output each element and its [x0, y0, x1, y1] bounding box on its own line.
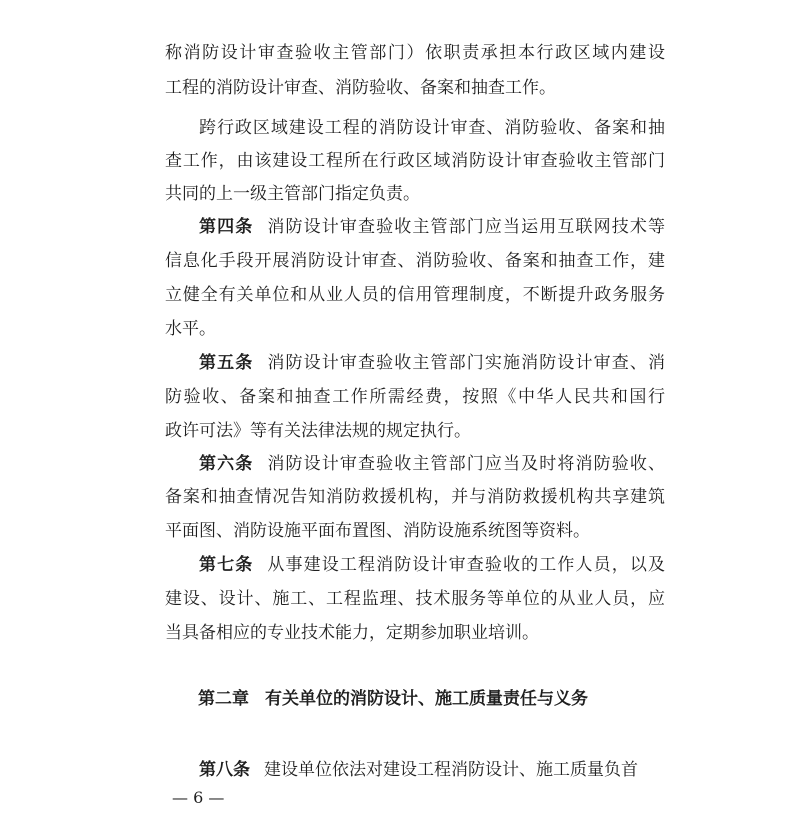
- text-line: 工程的消防设计审查、消防验收、备案和抽查工作。: [165, 78, 556, 98]
- text-line: 当具备相应的专业技术能力，定期参加职业培训。: [165, 623, 539, 643]
- text-line: 从事建设工程消防设计审查验收的工作人员，以及: [267, 555, 665, 575]
- chapter-number: 第二章: [198, 689, 249, 709]
- text-line: 跨行政区域建设工程的消防设计审查、消防验收、备案和抽: [199, 118, 665, 138]
- article-line: [199, 453, 665, 475]
- text-line: 备案和抽查情况告知消防救援机构，并与消防救援机构共享建筑: [165, 487, 665, 507]
- text-line: 政许可法》等有关法律法规的规定执行。: [165, 421, 471, 441]
- text-line: 平面图、消防设施平面布置图、消防设施系统图等资料。: [165, 521, 590, 541]
- text-line: 消防设计审查验收主管部门应当及时将消防验收、: [267, 454, 665, 474]
- text-line: 称消防设计审查验收主管部门）依职责承担本行政区域内建设: [165, 43, 665, 63]
- text-line: 共同的上一级主管部门指定负责。: [165, 184, 420, 204]
- article-number: 第七条: [199, 555, 254, 575]
- article-number: 第八条: [199, 760, 250, 780]
- article-number: 第四条: [199, 217, 254, 237]
- text-line: 立健全有关单位和从业人员的信用管理制度，不断提升政务服务: [165, 285, 665, 305]
- article-line: [199, 216, 665, 238]
- text-line: 消防设计审查验收主管部门应当运用互联网技术等: [267, 217, 665, 237]
- text-line: 建设、设计、施工、工程监理、技术服务等单位的从业人员，应: [165, 589, 665, 609]
- article-number: 第六条: [199, 454, 254, 474]
- article-line: [199, 759, 665, 781]
- chapter-title: 有关单位的消防设计、施工质量责任与义务: [265, 689, 588, 709]
- text-line: 建设单位依法对建设工程消防设计、施工质量负首: [264, 760, 638, 780]
- text-line: 信息化手段开展消防设计审查、消防验收、备案和抽查工作，建: [165, 251, 665, 271]
- page-number: — 6 —: [172, 788, 225, 807]
- text-line: 查工作，由该建设工程所在行政区域消防设计审查验收主管部门: [165, 151, 665, 171]
- article-line: [199, 352, 665, 374]
- text-line: 水平。: [165, 319, 216, 339]
- text-line: 防验收、备案和抽查工作所需经费，按照《中华人民共和国行: [165, 387, 665, 407]
- article-number: 第五条: [199, 353, 254, 373]
- text-line: 消防设计审查验收主管部门实施消防设计审查、消: [267, 353, 665, 373]
- chapter-heading: [198, 688, 638, 710]
- article-line: [199, 554, 665, 576]
